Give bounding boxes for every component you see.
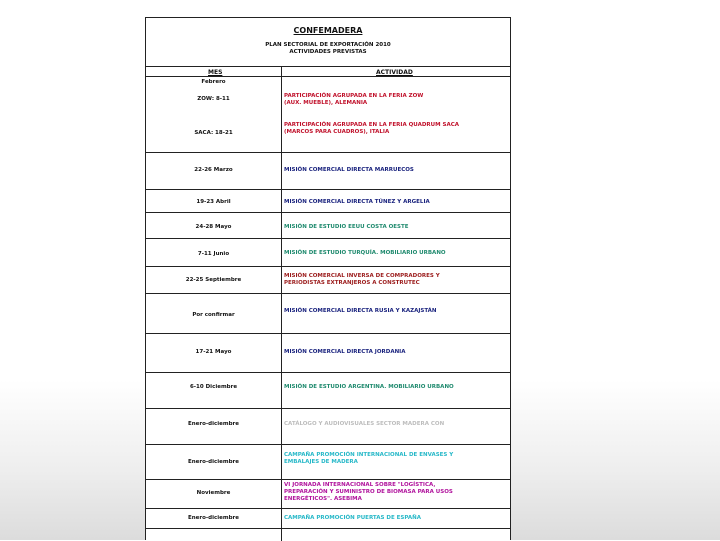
table-row-actividad [284, 482, 506, 503]
actividad-line: VI JORNADA INTERNACIONAL SOBRE "LOGÍSTICA, [284, 482, 436, 488]
row-divider [146, 372, 510, 373]
row-divider [146, 189, 510, 190]
row-divider [146, 152, 510, 153]
row-divider [146, 528, 510, 529]
table-row-mes: ZOW: 8-11 [197, 96, 230, 102]
row-divider [146, 76, 510, 77]
table-row-actividad [284, 452, 506, 466]
table-row-mes: Enero-diciembre [188, 421, 239, 427]
table-row-actividad [284, 224, 506, 231]
table-row-mes: 22-25 Septiembre [185, 277, 242, 283]
actividad-line: MISIÓN DE ESTUDIO ARGENTINA. MOBILIARIO URBANO [284, 384, 454, 390]
table-row-mes: 22-26 Marzo [194, 167, 233, 173]
row-divider [146, 238, 510, 239]
column-header-actividad: ACTIVIDAD [376, 69, 413, 76]
actividad-line: MISIÓN DE ESTUDIO EEUU COSTA OESTE [284, 224, 409, 230]
table-row-mes: Enero-diciembre [188, 515, 239, 521]
table-row-actividad [284, 349, 506, 356]
table-row-actividad [284, 515, 506, 522]
table-row-actividad [284, 384, 506, 391]
table-row-mes: 19-23 Abril [196, 199, 231, 205]
group-label-febrero: Febrero [201, 79, 226, 85]
actividad-line: CATÁLOGO Y AUDIOVISUALES SECTOR MADERA CON [284, 421, 445, 427]
table-row-actividad [284, 308, 506, 315]
table-row-actividad [284, 250, 506, 257]
table-row-mes: 17-21 Mayo [195, 349, 232, 355]
row-divider [146, 508, 510, 509]
table-row-mes: 7-11 Junio [197, 251, 230, 257]
table-row-mes: Por confirmar [192, 312, 235, 318]
actividad-line: MISIÓN COMERCIAL INVERSA DE COMPRADORES Y [284, 273, 440, 279]
table-row-actividad [284, 167, 506, 174]
row-divider [146, 212, 510, 213]
document-subtitle: PLAN SECTORIAL DE EXPORTACIÓN 2010 [265, 42, 391, 48]
table-row-actividad [284, 122, 506, 136]
actividad-line: MISIÓN COMERCIAL DIRECTA TÚNEZ Y ARGELIA [284, 199, 430, 205]
column-divider [281, 66, 282, 541]
actividad-line: ENERGÉTICOS". ASEBIMA [284, 496, 362, 502]
actividad-line: (AUX. MUEBLE), ALEMANIA [284, 100, 368, 106]
table-row-mes: Noviembre [196, 490, 231, 496]
actividad-line: EMBALAJES DE MADERA [284, 459, 358, 465]
row-divider [146, 293, 510, 294]
table-row-mes: Enero-diciembre [188, 459, 239, 465]
document-header [146, 18, 510, 67]
document-title: CONFEMADERA [293, 26, 363, 35]
row-divider [146, 479, 510, 480]
actividad-line: CAMPAÑA PROMOCIÓN INTERNACIONAL DE ENVASES Y [284, 452, 454, 458]
row-divider [146, 444, 510, 445]
table-row-actividad [284, 421, 506, 428]
table-row-mes: 6-10 Diciembre [189, 384, 238, 390]
table-row-mes: SACA: 18-21 [194, 130, 233, 136]
actividad-line: PREPARACIÓN Y SUMINISTRO DE BIOMASA PARA USOS [284, 489, 453, 495]
actividad-line: CAMPAÑA PROMOCIÓN PUERTAS DE ESPAÑA [284, 515, 421, 521]
actividad-line: PARTICIPACIÓN AGRUPADA EN LA FERIA ZOW [284, 93, 424, 99]
actividad-line: MISIÓN COMERCIAL DIRECTA JORDANIA [284, 349, 406, 355]
document-subtitle-2: ACTIVIDADES PREVISTAS [289, 49, 367, 55]
actividad-line: PERIODISTAS EXTRANJEROS A CONSTRUTEC [284, 280, 420, 286]
actividad-line: MISIÓN COMERCIAL DIRECTA RUSIA Y KAZAJSTÁN [284, 308, 437, 314]
column-header-mes: MES [208, 69, 223, 76]
actividad-line: MISIÓN DE ESTUDIO TURQUÍA. MOBILIARIO URBANO [284, 250, 446, 256]
row-divider [146, 266, 510, 267]
document-page [145, 17, 511, 540]
table-row-actividad [284, 93, 506, 107]
actividad-line: PARTICIPACIÓN AGRUPADA EN LA FERIA QUADRUM SACA [284, 122, 460, 128]
table-row-actividad [284, 273, 506, 287]
table-row-actividad [284, 199, 506, 206]
actividad-line: (MARCOS PARA CUADROS), ITALIA [284, 129, 390, 135]
row-divider [146, 408, 510, 409]
row-divider [146, 333, 510, 334]
table-row-mes: 24-28 Mayo [195, 224, 232, 230]
actividad-line: MISIÓN COMERCIAL DIRECTA MARRUECOS [284, 167, 414, 173]
